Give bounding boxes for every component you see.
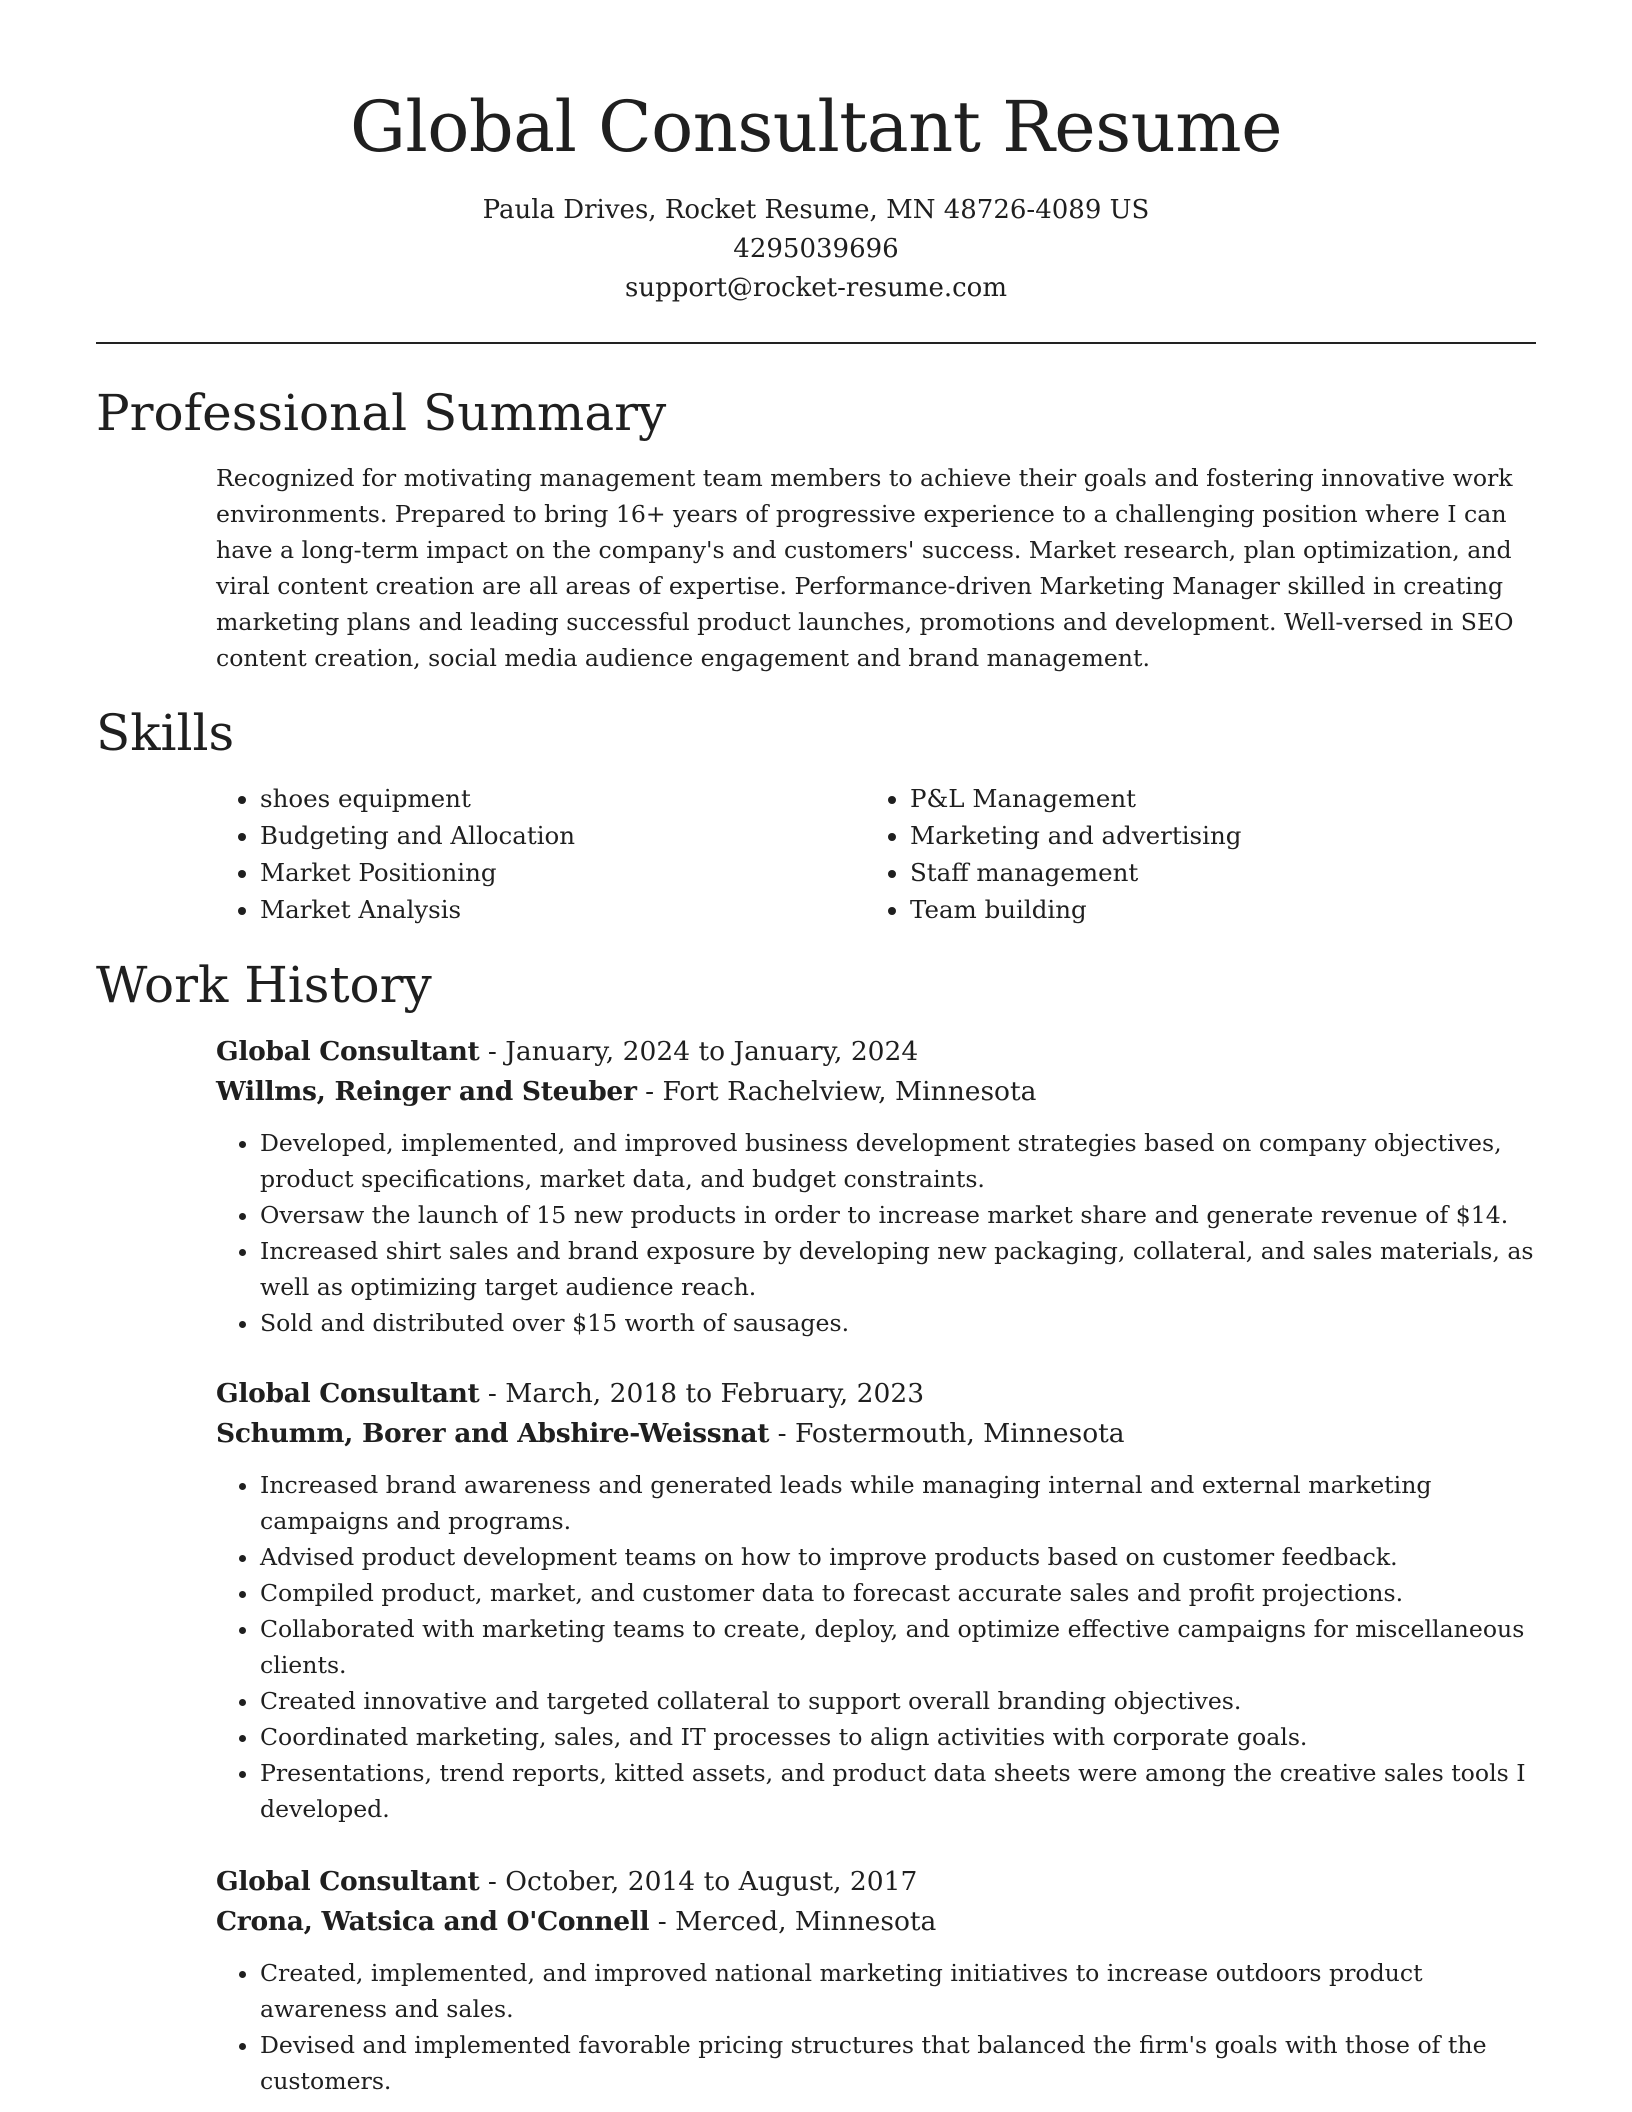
job-bullet: • Presentations, trend reports, kitted assets, and product data sheets were among the creative sales tools I developed. [260,1755,1541,1827]
job-dates: - January, 2024 to January, 2024 [479,1036,919,1067]
job-title-line [216,1374,1541,1414]
contact-phone: 4295039696 [733,234,899,264]
job-bullet: • Increased brand awareness and generated leads while managing internal and external marketing campaigns and programs. [260,1467,1541,1539]
job-bullet: • Devised and implemented favorable pricing structures that balanced the firm's goals with those of the customers. [260,2027,1541,2099]
summary-heading: Professional Summary [96,384,667,442]
skill-item: • shoes equipment [260,780,866,817]
job-bullets [216,1955,1541,2099]
job-company: Crona, Watsica and O'Connell [216,1906,650,1937]
job-company: Willms, Reinger and Steuber [216,1076,637,1107]
job-bullets [216,1467,1541,1827]
summary-text: Recognized for motivating management team members to achieve their goals and fostering innovative work environments. Prepared to bring 16+ years of progressive experience to a challenging position where I can have a long-term impact on the company's and customers' success. Market research, plan optimization, and viral content creation are all areas of expertise. Performance-driven Marketing Manager skilled in creating marketing plans and leading successful product launches, promotions and development. Well-versed in SEO content creation, social media audience engagement and brand management. [216,464,1514,672]
job-title: Global Consultant [216,1378,480,1409]
header-divider [96,342,1536,344]
skills-column-left [216,780,866,928]
job-bullet: • Collaborated with marketing teams to create, deploy, and optimize effective campaigns for miscellaneous clients. [260,1611,1541,1683]
job-bullet: • Advised product development teams on how to improve products based on customer feedback. [260,1539,1541,1575]
skill-item: • Market Positioning [260,854,866,891]
job-bullet: • Sold and distributed over $15 worth of sausages. [260,1305,1541,1341]
job-dates: - March, 2018 to February, 2023 [479,1378,925,1409]
job-bullets [216,1125,1541,1341]
skill-item: • Market Analysis [260,891,866,928]
job-dates: - October, 2014 to August, 2017 [479,1866,918,1897]
job-bullet: • Compiled product, market, and customer data to forecast accurate sales and profit projections. [260,1575,1541,1611]
job-bullet: • Created, implemented, and improved national marketing initiatives to increase outdoors product awareness and sales. [260,1955,1541,2027]
skill-item: • P&L Management [910,780,1516,817]
job-entry [216,1862,1541,2099]
job-entry [216,1374,1541,1827]
job-entry [216,1032,1541,1341]
job-title: Global Consultant [216,1036,480,1067]
skill-item: • Budgeting and Allocation [260,817,866,854]
job-bullet: • Oversaw the launch of 15 new products in order to increase market share and generate revenue of $14. [260,1197,1541,1233]
job-company-line [216,1414,1541,1454]
contact-address: Paula Drives, Rocket Resume, MN 48726-4089 US [482,195,1150,225]
job-location: - Fort Rachelview, Minnesota [636,1076,1037,1107]
contact-block [96,191,1536,308]
job-title: Global Consultant [216,1866,480,1897]
skill-item: • Marketing and advertising [910,817,1516,854]
job-company-line [216,1902,1541,1942]
job-title-line [216,1032,1541,1072]
work-history-heading: Work History [96,956,432,1014]
job-bullet: • Increased shirt sales and brand exposure by developing new packaging, collateral, and sales materials, as well as optimizing target audience reach. [260,1233,1541,1305]
job-bullet: • Developed, implemented, and improved business development strategies based on company objectives, product specifications, market data, and budget constraints. [260,1125,1541,1197]
skills-list [216,780,1536,928]
resume-title: Global Consultant Resume [349,86,1283,168]
job-location: - Merced, Minnesota [649,1906,937,1937]
job-location: - Fostermouth, Minnesota [769,1418,1125,1449]
job-bullet: • Created innovative and targeted collateral to support overall branding objectives. [260,1683,1541,1719]
job-bullet: • Coordinated marketing, sales, and IT processes to align activities with corporate goals. [260,1719,1541,1755]
job-title-line [216,1862,1541,1902]
contact-email: support@rocket-resume.com [624,273,1007,303]
job-company-line [216,1072,1541,1112]
skills-column-right [866,780,1516,928]
skills-heading: Skills [96,704,235,762]
skill-item: • Team building [910,891,1516,928]
job-company: Schumm, Borer and Abshire-Weissnat [216,1418,770,1449]
skill-item: • Staff management [910,854,1516,891]
